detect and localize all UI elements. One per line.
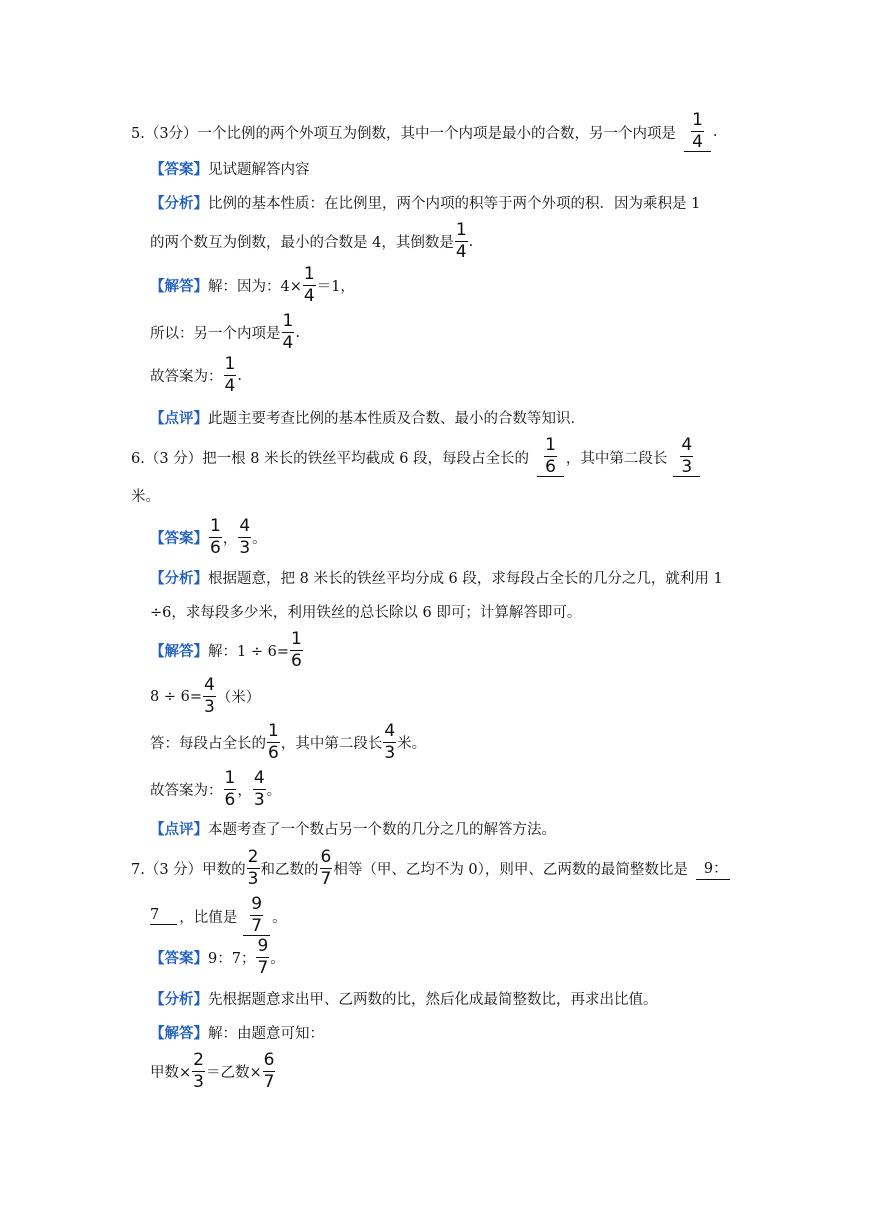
fraction: $\frac{2}{3}$: [247, 847, 259, 889]
comment-tag: 【点评】: [150, 410, 208, 427]
fraction: $\frac{4}{3}$: [384, 721, 396, 763]
q5-answer: [150, 158, 310, 179]
q6-answer-blank-2: [673, 437, 700, 477]
comment-tag: 【点评】: [150, 821, 208, 838]
solution-tag: 【解答】: [150, 1025, 208, 1042]
fraction: $\frac{1}{6}$: [210, 516, 221, 558]
fraction: $\frac{1}{4}$: [282, 311, 294, 353]
q5-answer-blank: [684, 112, 711, 152]
fraction: $\frac{1}{4}$: [455, 220, 467, 262]
q7-answer-blank-1-cont: 7: [150, 907, 177, 925]
fraction: $\frac{9}{7}$: [251, 894, 263, 936]
q6-stem-cont: 米。: [131, 489, 160, 505]
q6-answer-blank-1: [537, 437, 564, 477]
q6-analysis: 【分析】 根据题意，把 8 米长的铁丝平均分成 6 段，求每段占全长的几分之几，就利用 1: [150, 567, 723, 588]
q7-answer-blank-2: [243, 896, 270, 936]
fraction: $\frac{6}{7}$: [320, 847, 332, 889]
q7-answer: 【答案】 9：7； $\frac{9}{7}$ 。: [150, 936, 285, 978]
analysis-text: 比例的基本性质：在比例里，两个内项的积等于两个外项的积．因为乘积是 1: [208, 196, 701, 212]
solution-tag: 【解答】: [150, 643, 208, 660]
analysis-tag: 【分析】: [150, 991, 208, 1008]
solution-tag: 【解答】: [150, 278, 208, 295]
q6-stem: 6.（3 分）把一根 8 米长的铁丝平均截成 6 段，每段占全长的 $\frac{1}{6}$ ，其中第二段长 $\frac{4}{3}$: [131, 437, 702, 477]
analysis-tag: 【分析】: [150, 195, 208, 212]
fraction: $\frac{4}{3}$: [253, 768, 265, 810]
q5-so: 所以：另一个内项是 $\frac{1}{4}$ .: [150, 311, 300, 353]
fraction: $\frac{1}{4}$: [692, 110, 703, 152]
q7-stem-cont: 7 ，比值是 $\frac{9}{7}$ 。: [150, 894, 287, 936]
fraction: $\frac{2}{3}$: [193, 1050, 204, 1092]
q7-stem: 7.（3 分）甲数的 $\frac{2}{3}$ 和乙数的 $\frac{6}{7}$ 相等（甲、乙均不为 0），则甲、乙两数的最简整数比是 9：: [131, 847, 728, 889]
q5-stem: 5.（3分）一个比例的两个外项互为倒数，其中一个内项是最小的合数，另一个内项是 $\frac{1}{4}$ .: [131, 110, 718, 152]
q6-calc: 8 ÷ 6= $\frac{4}{3}$ （米）: [150, 675, 261, 717]
q7-solution: 【解答】 解：由题意可知：: [150, 1022, 324, 1043]
fraction: $\frac{1}{6}$: [224, 768, 236, 810]
q6-final: 故答案为： $\frac{1}{6}$ ， $\frac{4}{3}$ 。: [150, 768, 282, 810]
fraction: $\frac{6}{7}$: [263, 1050, 275, 1092]
q6-solution: 【解答】 解：1 ÷ 6= $\frac{1}{6}$: [150, 629, 302, 671]
fraction: $\frac{1}{6}$: [545, 435, 556, 477]
q5-analysis-cont: 的两个数互为倒数，最小的合数是 4，其倒数是 $\frac{1}{4}$ .: [150, 220, 474, 262]
q6-analysis-cont: ÷6，求每段多少米，利用铁丝的总长除以 6 即可；计算解答即可。: [150, 605, 582, 621]
q7-equation: 甲数× $\frac{2}{3}$ ＝乙数× $\frac{6}{7}$: [150, 1050, 275, 1092]
fraction: $\frac{1}{6}$: [268, 721, 279, 763]
q6-answer: 【答案】 $\frac{1}{6}$ ， $\frac{4}{3}$ 。: [150, 516, 267, 558]
fraction: $\frac{1}{4}$: [303, 264, 315, 306]
fraction: $\frac{4}{3}$: [203, 675, 215, 717]
q6-comment: 【点评】 本题考查了一个数占另一个数的几分之几的解答方法。: [150, 818, 556, 839]
answer-text: 见试题解答内容: [208, 162, 310, 178]
q5-comment: 【点评】 此题主要考查比例的基本性质及合数、最小的合数等知识．: [150, 407, 585, 428]
q6-stem-text: 6.（3 分）把一根 8 米长的铁丝平均截成 6 段，每段占全长的: [131, 450, 530, 467]
q5-final: 故答案为： $\frac{1}{4}$ .: [150, 354, 242, 396]
fraction: $\frac{4}{3}$: [239, 516, 251, 558]
q7-answer-blank-1: 9：: [696, 857, 730, 880]
fraction: $\frac{1}{4}$: [224, 354, 236, 396]
answer-tag: 【答案】: [150, 530, 208, 547]
q5-analysis: [150, 192, 700, 213]
fraction: $\frac{4}{3}$: [681, 435, 693, 477]
q6-reply: 答：每段占全长的 $\frac{1}{6}$ ，其中第二段长 $\frac{4}{3}$ 米。: [150, 721, 427, 763]
answer-tag: 【答案】: [150, 950, 208, 967]
answer-tag: 【答案】: [150, 161, 208, 178]
analysis-tag: 【分析】: [150, 570, 208, 587]
q7-analysis: 【分析】 先根据题意求出甲、乙两数的比，然后化成最简整数比，再求出比值。: [150, 988, 658, 1009]
q5-solution: 【解答】 解：因为：4× $\frac{1}{4}$ ＝1，: [150, 264, 355, 306]
fraction: $\frac{9}{7}$: [257, 936, 269, 978]
fraction: $\frac{1}{6}$: [290, 629, 302, 671]
q5-stem-text: 5.（3分）一个比例的两个外项互为倒数，其中一个内项是最小的合数，另一个内项是: [131, 125, 677, 142]
